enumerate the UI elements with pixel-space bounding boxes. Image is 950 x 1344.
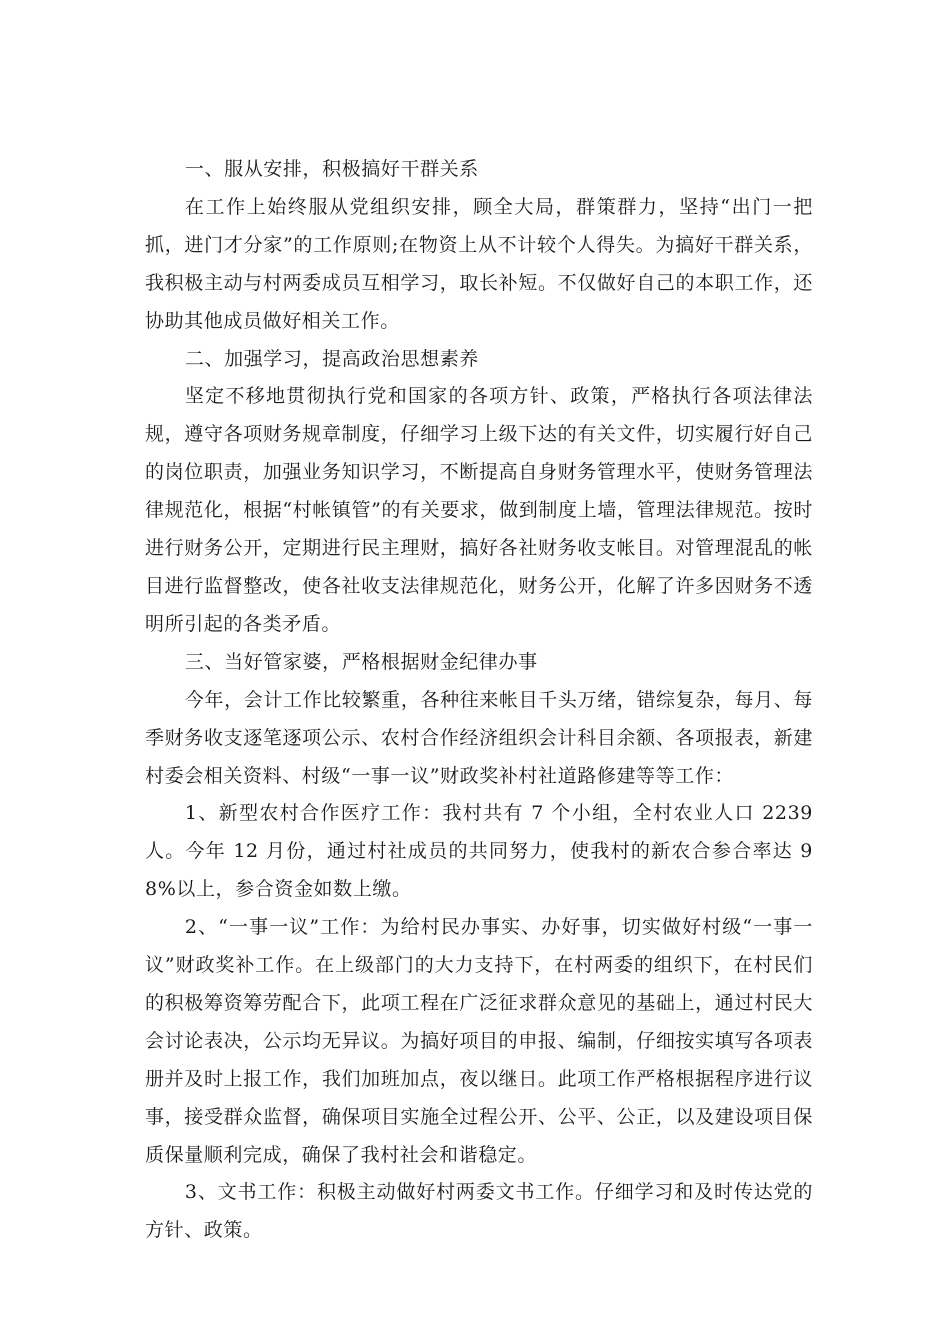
body-paragraph-2: 坚定不移地贯彻执行党和国家的各项方针、政策，严格执行各项法律法规，遵守各项财务规章制度，仔细学习上级下达的有关文件，切实履行好自己的岗位职责，加强业务知识学习，不断提高自身财务管理水平，使财务管理法律规范化，根据“村帐镇管”的有关要求，做到制度上墙，管理法律规范。按时进行财务公开，定期进行民主理财，搞好各社财务收支帐目。对管理混乱的帐目进行监督整改，使各社收支法律规范化，财务公开，化解了许多因财务不透明所引起的各类矛盾。 xyxy=(145,385,813,635)
body-paragraph-3: 今年，会计工作比较繁重，各种往来帐目千头万绪，错综复杂，每月、每季财务收支逐笔逐项公示、农村合作经济组织会计科目余额、各项报表，新建村委会相关资料、村级“一事一议”财政奖补村社道路修建等等工作： xyxy=(145,688,813,787)
list-item-2: 2、“一事一议”工作：为给村民办事实、办好事，切实做好村级“一事一议”财政奖补工作。在上级部门的大力支持下，在村两委的组织下，在村民们的积极筹资筹劳配合下，此项工程在广泛征求群众意见的基础上，通过村民大会讨论表决，公示均无异议。为搞好项目的申报、编制，仔细按实填写各项表册并及时上报工作，我们加班加点，夜以继日。此项工作严格根据程序进行议事，接受群众监督，确保项目实施全过程公开、公平、公正，以及建设项目保质保量顺利完成，确保了我村社会和谐稳定。 xyxy=(145,916,813,1166)
document-body xyxy=(145,151,813,1250)
list-item-3: 3、文书工作：积极主动做好村两委文书工作。仔细学习和及时传达党的方针、政策。 xyxy=(145,1181,813,1242)
section-heading-2: 二、加强学习，提高政治思想素养 xyxy=(184,347,479,370)
section-heading-3: 三、当好管家婆，严格根据财金纪律办事 xyxy=(184,650,538,673)
section-heading-1: 一、服从安排，积极搞好干群关系 xyxy=(184,158,479,180)
body-paragraph-1: 在工作上始终服从党组织安排，顾全大局，群策群力，坚持“出门一把抓，进门才分家”的工作原则;在物资上从不计较个人得失。为搞好干群关系，我积极主动与村两委成员互相学习，取长补短。不仅做好自己的本职工作，还协助其他成员做好相关工作。 xyxy=(145,195,813,332)
list-item-1: 1、新型农村合作医疗工作：我村共有 7 个小组，全村农业人口 2239 人。今年 12 月份，通过村社成员的共同努力，使我村的新农合参合率达 98%以上，参合资金如数上缴。 xyxy=(145,802,813,901)
